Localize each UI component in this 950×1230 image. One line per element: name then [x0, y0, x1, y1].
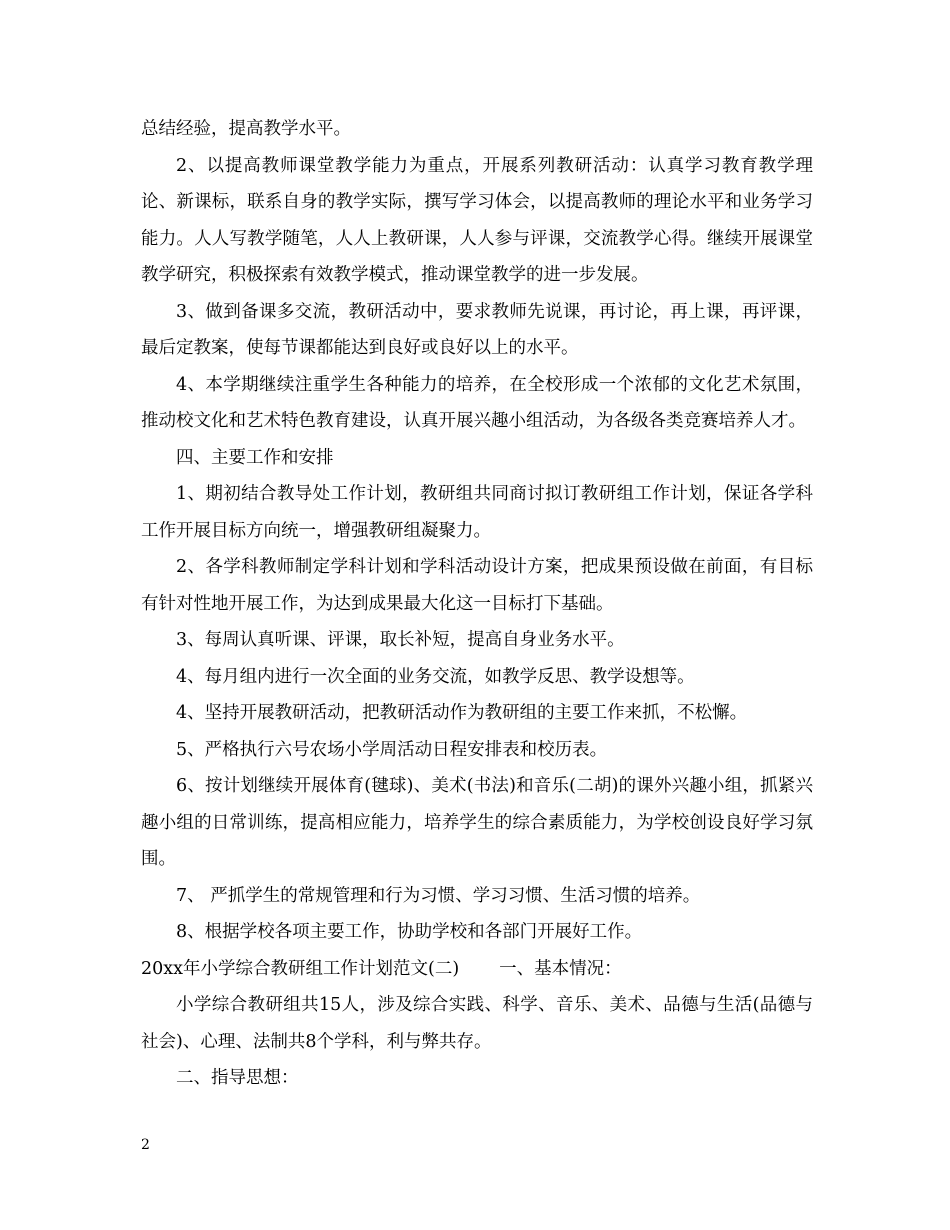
paragraph: 3、每周认真听课、评课，取长补短，提高自身业务水平。 — [176, 630, 625, 650]
paragraph: 2、各学科教师制定学科计划和学科活动设计方案，把成果预设做在前面，有目标有针对性地开展工作，为达到成果最大化这一目标打下基础。 — [141, 557, 813, 614]
page-number: 2 — [141, 1137, 150, 1153]
section-heading: 四、主要工作和安排 — [176, 447, 334, 468]
paragraph: 1、期初结合教导处工作计划，教研组共同商讨拟订教研组工作计划，保证各学科工作开展目标方向统一，增强教研组凝聚力。 — [141, 484, 813, 541]
document-body — [141, 111, 813, 1097]
section-heading: 二、指导思想： — [176, 1068, 299, 1088]
paragraph: 总结经验，提高教学水平。 — [141, 119, 351, 139]
paragraph: 小学综合教研组共15人，涉及综合实践、科学、音乐、美术、品德与生活(品德与社会)、心理、法制共8个学科，利与弊共存。 — [141, 995, 813, 1052]
section-title-line — [141, 951, 813, 988]
paragraph: 5、严格执行六号农场小学周活动日程安排表和校历表。 — [176, 739, 608, 760]
paragraph: 2、以提高教师课堂教学能力为重点，开展系列教研活动：认真学习教育教学理论、新课标，联系自身的教学实际，撰写学习体会，以提高教师的理论水平和业务学习能力。人人写教学随笔，人人上教研课，人人参与评课，交流教学心得。继续开展课堂教学研究，积极探索有效教学模式，推动课堂教学的进一步发展。 — [141, 155, 813, 285]
section-title: 20xx年小学综合教研组工作计划范文(二) — [141, 958, 460, 979]
paragraph: 4、坚持开展教研活动，把教研活动作为教研组的主要工作来抓，不松懈。 — [176, 703, 748, 723]
paragraph: 3、做到备课多交流，教研活动中，要求教师先说课，再讨论，再上课，再评课，最后定教案，使每节课都能达到良好或良好以上的水平。 — [141, 301, 813, 358]
paragraph: 7、 严抓学生的常规管理和行为习惯、学习习惯、生活习惯的培养。 — [176, 885, 701, 906]
paragraph: 4、本学期继续注重学生各种能力的培养，在全校形成一个浓郁的文化艺术氛围，推动校文化和艺术特色教育建设，认真开展兴趣小组活动，为各级各类竞赛培养人才。 — [141, 374, 813, 431]
paragraph: 6、按计划继续开展体育(毽球)、美术(书法)和音乐(二胡)的课外兴趣小组，抓紧兴趣小组的日常训练，提高相应能力，培养学生的综合素质能力，为学校创设良好学习氛围。 — [141, 776, 813, 869]
section-subtitle: 一、基本情况： — [499, 958, 622, 979]
paragraph: 4、每月组内进行一次全面的业务交流，如教学反思、教学设想等。 — [176, 666, 695, 687]
paragraph: 8、根据学校各项主要工作，协助学校和各部门开展好工作。 — [176, 922, 643, 942]
